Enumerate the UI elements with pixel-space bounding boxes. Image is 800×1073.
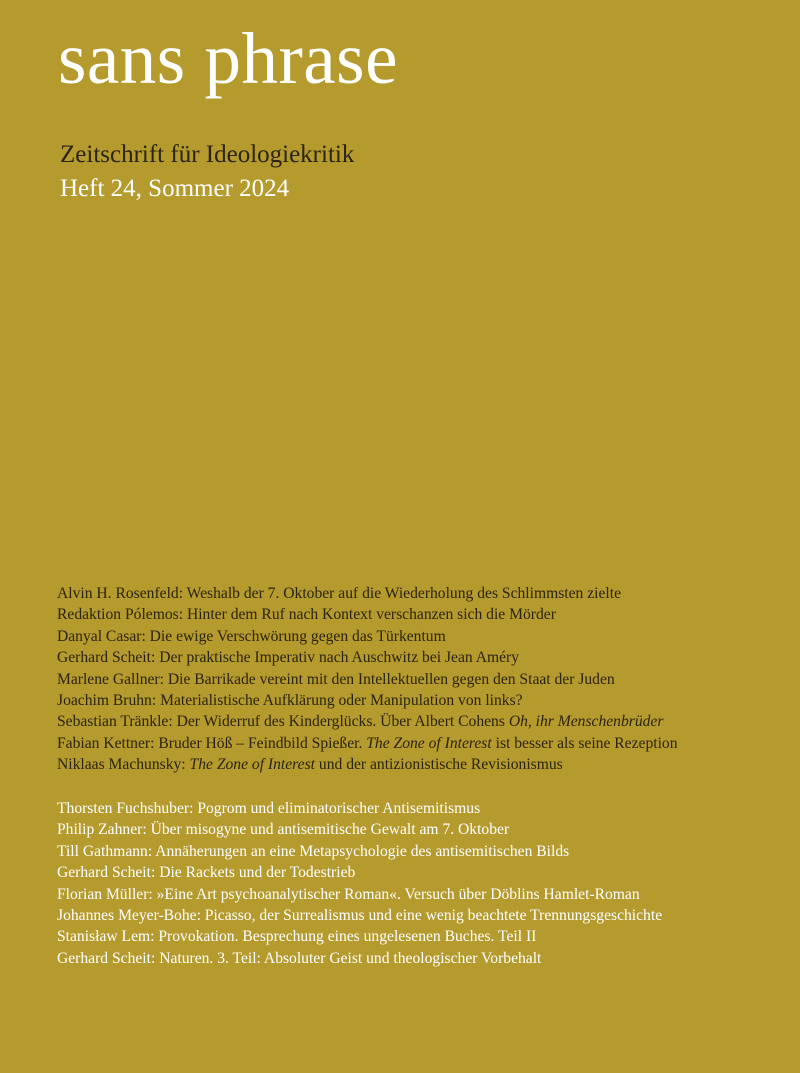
entry-title-italic: The Zone of Interest [189,756,315,774]
entry-title: Annäherungen an eine Metapsychologie des antisemitischen Bilds [155,842,570,860]
contents-entry: Gerhard Scheit: Die Rackets und der Todestrieb [57,864,356,882]
contents-entry: Danyal Casar: Die ewige Verschwörung gegen das Türkentum [57,627,446,645]
entry-title: Bruder Höß – Feindbild Spießer. [158,734,367,752]
contents-entry: Sebastian Tränkle: Der Widerruf des Kinderglücks. Über Albert Cohens Oh, ihr Menschenbrüder [57,713,664,731]
entry-title: Hinter dem Ruf nach Kontext verschanzen sich die Mörder [186,606,556,624]
contents-entry: Thorsten Fuchshuber: Pogrom und eliminatorischer Antisemitismus [57,800,481,817]
entry-title: Picasso, der Surrealismus und eine wenig beachtete Trennungsgeschichte [204,907,663,925]
entry-author: Danyal Casar [57,627,142,645]
contents-entry: Till Gathmann: Annäherungen an eine Metapsychologie des antisemitischen Bilds [57,842,570,860]
entry-title: Weshalb der 7. Oktober auf die Wiederholung des Schlimmsten zielte [186,585,622,602]
entry-author: Florian Müller [57,885,149,903]
journal-subtitle: Zeitschrift für Ideologiekritik [60,141,355,168]
entry-author: Gerhard Scheit [57,864,151,882]
issue-label: Heft 24, Sommer 2024 [60,175,290,202]
entry-author: Till Gathmann [57,842,148,860]
entry-author: Johannes Meyer-Bohe [57,907,197,925]
contents-entry: Alvin H. Rosenfeld: Weshalb der 7. Oktober auf die Wiederholung des Schlimmsten zielte [57,585,622,602]
contents-entry: Marlene Gallner: Die Barrikade vereint mit den Intellektuellen gegen den Staat der Juden [57,670,615,688]
contents-entry: Gerhard Scheit: Der praktische Imperativ nach Auschwitz bei Jean Améry [57,649,520,667]
entry-author: Alvin H. Rosenfeld [57,585,179,602]
journal-header [60,138,354,206]
contents-entry: Niklaas Machunsky: The Zone of Interest und der antizionistische Revisionismus [57,756,563,774]
entry-author: Gerhard Scheit [57,649,151,667]
entry-author: Stanisław Lem [57,928,151,946]
entry-title: Der Widerruf des Kinderglücks. Über Albert Cohens [176,713,509,731]
contents-entry: Stanisław Lem: Provokation. Besprechung eines ungelesenen Buches. Teil II [57,928,537,946]
contents-entry: Redaktion Pólemos: Hinter dem Ruf nach Kontext verschanzen sich die Mörder [57,606,556,624]
entry-title: Die ewige Verschwörung gegen das Türkentum [149,627,446,645]
contents-entry: Joachim Bruhn: Materialistische Aufklärung oder Manipulation von links? [57,692,523,710]
entry-author: Sebastian Tränkle [57,713,169,731]
entry-title-rest: ist besser als seine Rezeption [491,734,678,752]
entry-title: Die Rackets und der Todestrieb [159,864,356,882]
entry-title: »Eine Art psychoanalytischer Roman«. Versuch über Döblins Hamlet-Roman [156,885,640,903]
entry-author: Thorsten Fuchshuber [57,800,190,817]
entry-title-italic: The Zone of Interest [366,734,492,752]
entry-title: Materialistische Aufklärung oder Manipulation von links? [160,692,523,710]
entry-title: Pogrom und eliminatorischer Antisemitismus [197,800,481,817]
entry-title: Die Barrikade vereint mit den Intellektuellen gegen den Staat der Juden [167,670,615,688]
entry-title-italic: Oh, ihr Menschenbrüder [508,713,664,731]
contents-entry: Johannes Meyer-Bohe: Picasso, der Surrealismus und eine wenig beachtete Trennungsgeschichte [57,907,663,925]
entry-author: Gerhard Scheit [57,949,151,967]
entry-author: Fabian Kettner [57,734,151,752]
contents-entry: Philip Zahner: Über misogyne und antisemitische Gewalt am 7. Oktober [57,821,510,839]
contents-list-dark [57,583,777,776]
entry-author: Philip Zahner [57,821,143,839]
contents-entry: Fabian Kettner: Bruder Höß – Feindbild Spießer. The Zone of Interest ist besser als seine Rezeption [57,734,678,752]
contents-list-light [57,798,777,969]
entry-title: Der praktische Imperativ nach Auschwitz bei Jean Améry [159,649,520,667]
entry-title-rest: und der antizionistische Revisionismus [315,756,563,774]
journal-title: sans phrase [58,18,398,99]
entry-author: Niklaas Machunsky [57,756,182,774]
entry-author: Marlene Gallner [57,670,160,688]
contents-entry: Gerhard Scheit: Naturen. 3. Teil: Absoluter Geist und theologischer Vorbehalt [57,949,542,967]
entry-author: Joachim Bruhn [57,692,152,710]
entry-author: Redaktion Pólemos [57,606,179,624]
contents-entry: Florian Müller: »Eine Art psychoanalytischer Roman«. Versuch über Döblins Hamlet-Roman [57,885,640,903]
entry-title: Provokation. Besprechung eines ungelesenen Buches. Teil II [158,928,537,946]
entry-title: Über misogyne und antisemitische Gewalt am 7. Oktober [150,821,510,839]
entry-title: Naturen. 3. Teil: Absoluter Geist und theologischer Vorbehalt [159,949,542,967]
